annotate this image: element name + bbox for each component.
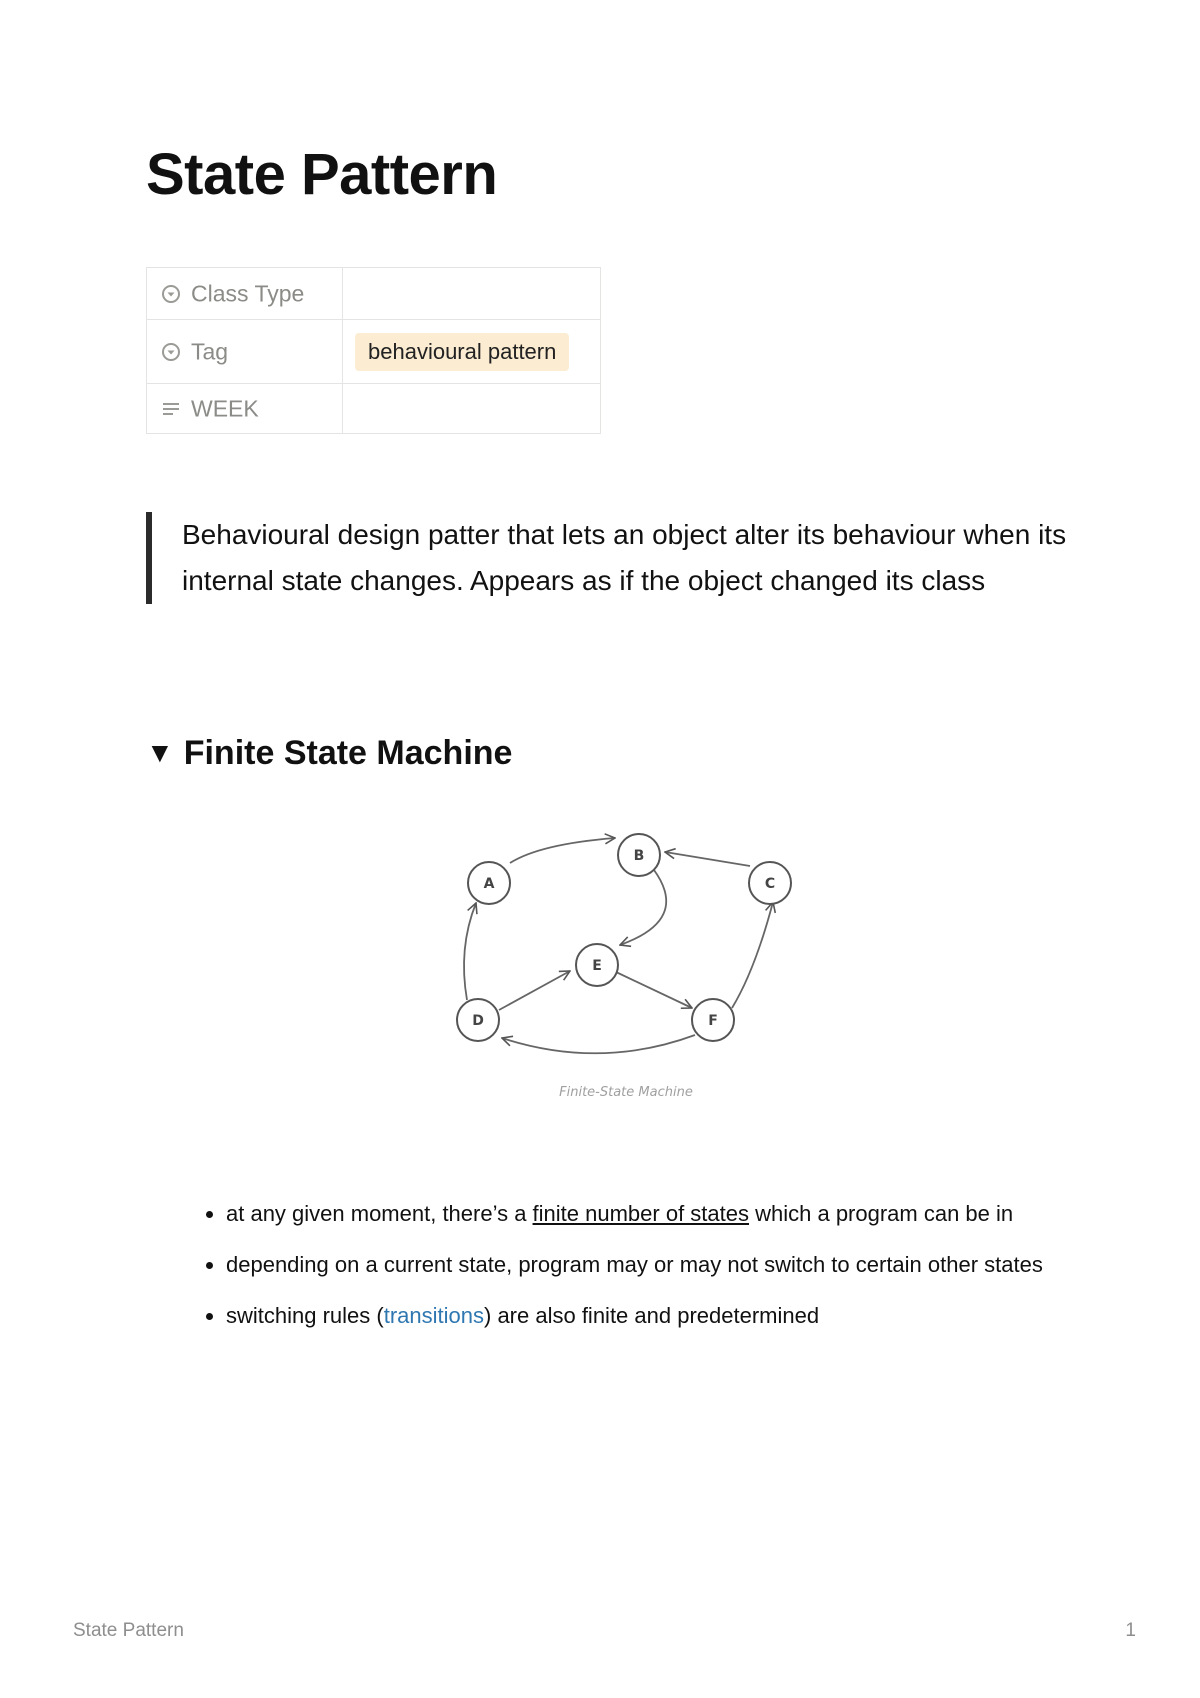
state-node-label: E (592, 958, 602, 974)
edge-b-e (620, 870, 666, 945)
state-node-label: D (472, 1013, 484, 1029)
state-node-b (618, 834, 660, 876)
property-label: WEEK (191, 395, 259, 422)
bullet-list (198, 1196, 1106, 1349)
page-title: State Pattern (146, 142, 498, 207)
edge-d-e (499, 971, 570, 1010)
state-node-label: A (483, 876, 495, 892)
edge-c-b (665, 852, 750, 866)
state-node-label: F (708, 1013, 718, 1029)
state-node-c (749, 862, 791, 904)
property-label: Tag (191, 338, 229, 365)
select-icon (161, 342, 181, 362)
list-item: • depending on a current state, program may or may not switch to certain other states (226, 1247, 1106, 1283)
edge-f-c (732, 902, 773, 1008)
footer-title: State Pattern (73, 1620, 184, 1641)
property-row-class-type[interactable] (147, 268, 601, 320)
page-number: 1 (1125, 1620, 1136, 1641)
property-value-week[interactable] (343, 384, 601, 434)
state-node-label: B (633, 848, 645, 864)
toggle-heading[interactable] (146, 733, 512, 774)
select-icon (161, 284, 181, 304)
edge-a-b (510, 838, 615, 863)
state-node-label: C (764, 876, 776, 892)
state-node-f (692, 999, 734, 1041)
text-icon (161, 399, 181, 419)
edge-f-d (502, 1035, 695, 1053)
list-item: • at any given moment, there’s a finite number of states which a program can be in (226, 1196, 1106, 1232)
properties-table (146, 267, 601, 434)
state-node-e (576, 944, 618, 986)
property-label: Class Type (191, 280, 305, 307)
property-row-week[interactable] (147, 384, 601, 434)
quote-block: Behavioural design patter that lets an object alter its behaviour when its internal state changes. Appears as if the object changed its class (146, 512, 1076, 604)
property-row-tag[interactable] (147, 320, 601, 384)
underlined-text: finite number of states (532, 1201, 749, 1226)
tag-badge[interactable]: behavioural pattern (355, 333, 569, 371)
edge-d-a (464, 903, 476, 1000)
state-node-d (457, 999, 499, 1041)
list-item: • switching rules (transitions) are also finite and predetermined (226, 1298, 1106, 1334)
finite-state-machine-diagram (440, 820, 820, 1100)
section-heading: Finite State Machine (183, 734, 513, 772)
toggle-triangle-icon[interactable]: ▼ (146, 737, 174, 768)
state-node-a (468, 862, 510, 904)
diagram-caption: Finite-State Machine (559, 1085, 693, 1100)
edge-e-f (616, 972, 692, 1008)
transitions-link[interactable]: transitions (383, 1303, 484, 1328)
property-value-class-type[interactable] (343, 268, 601, 320)
